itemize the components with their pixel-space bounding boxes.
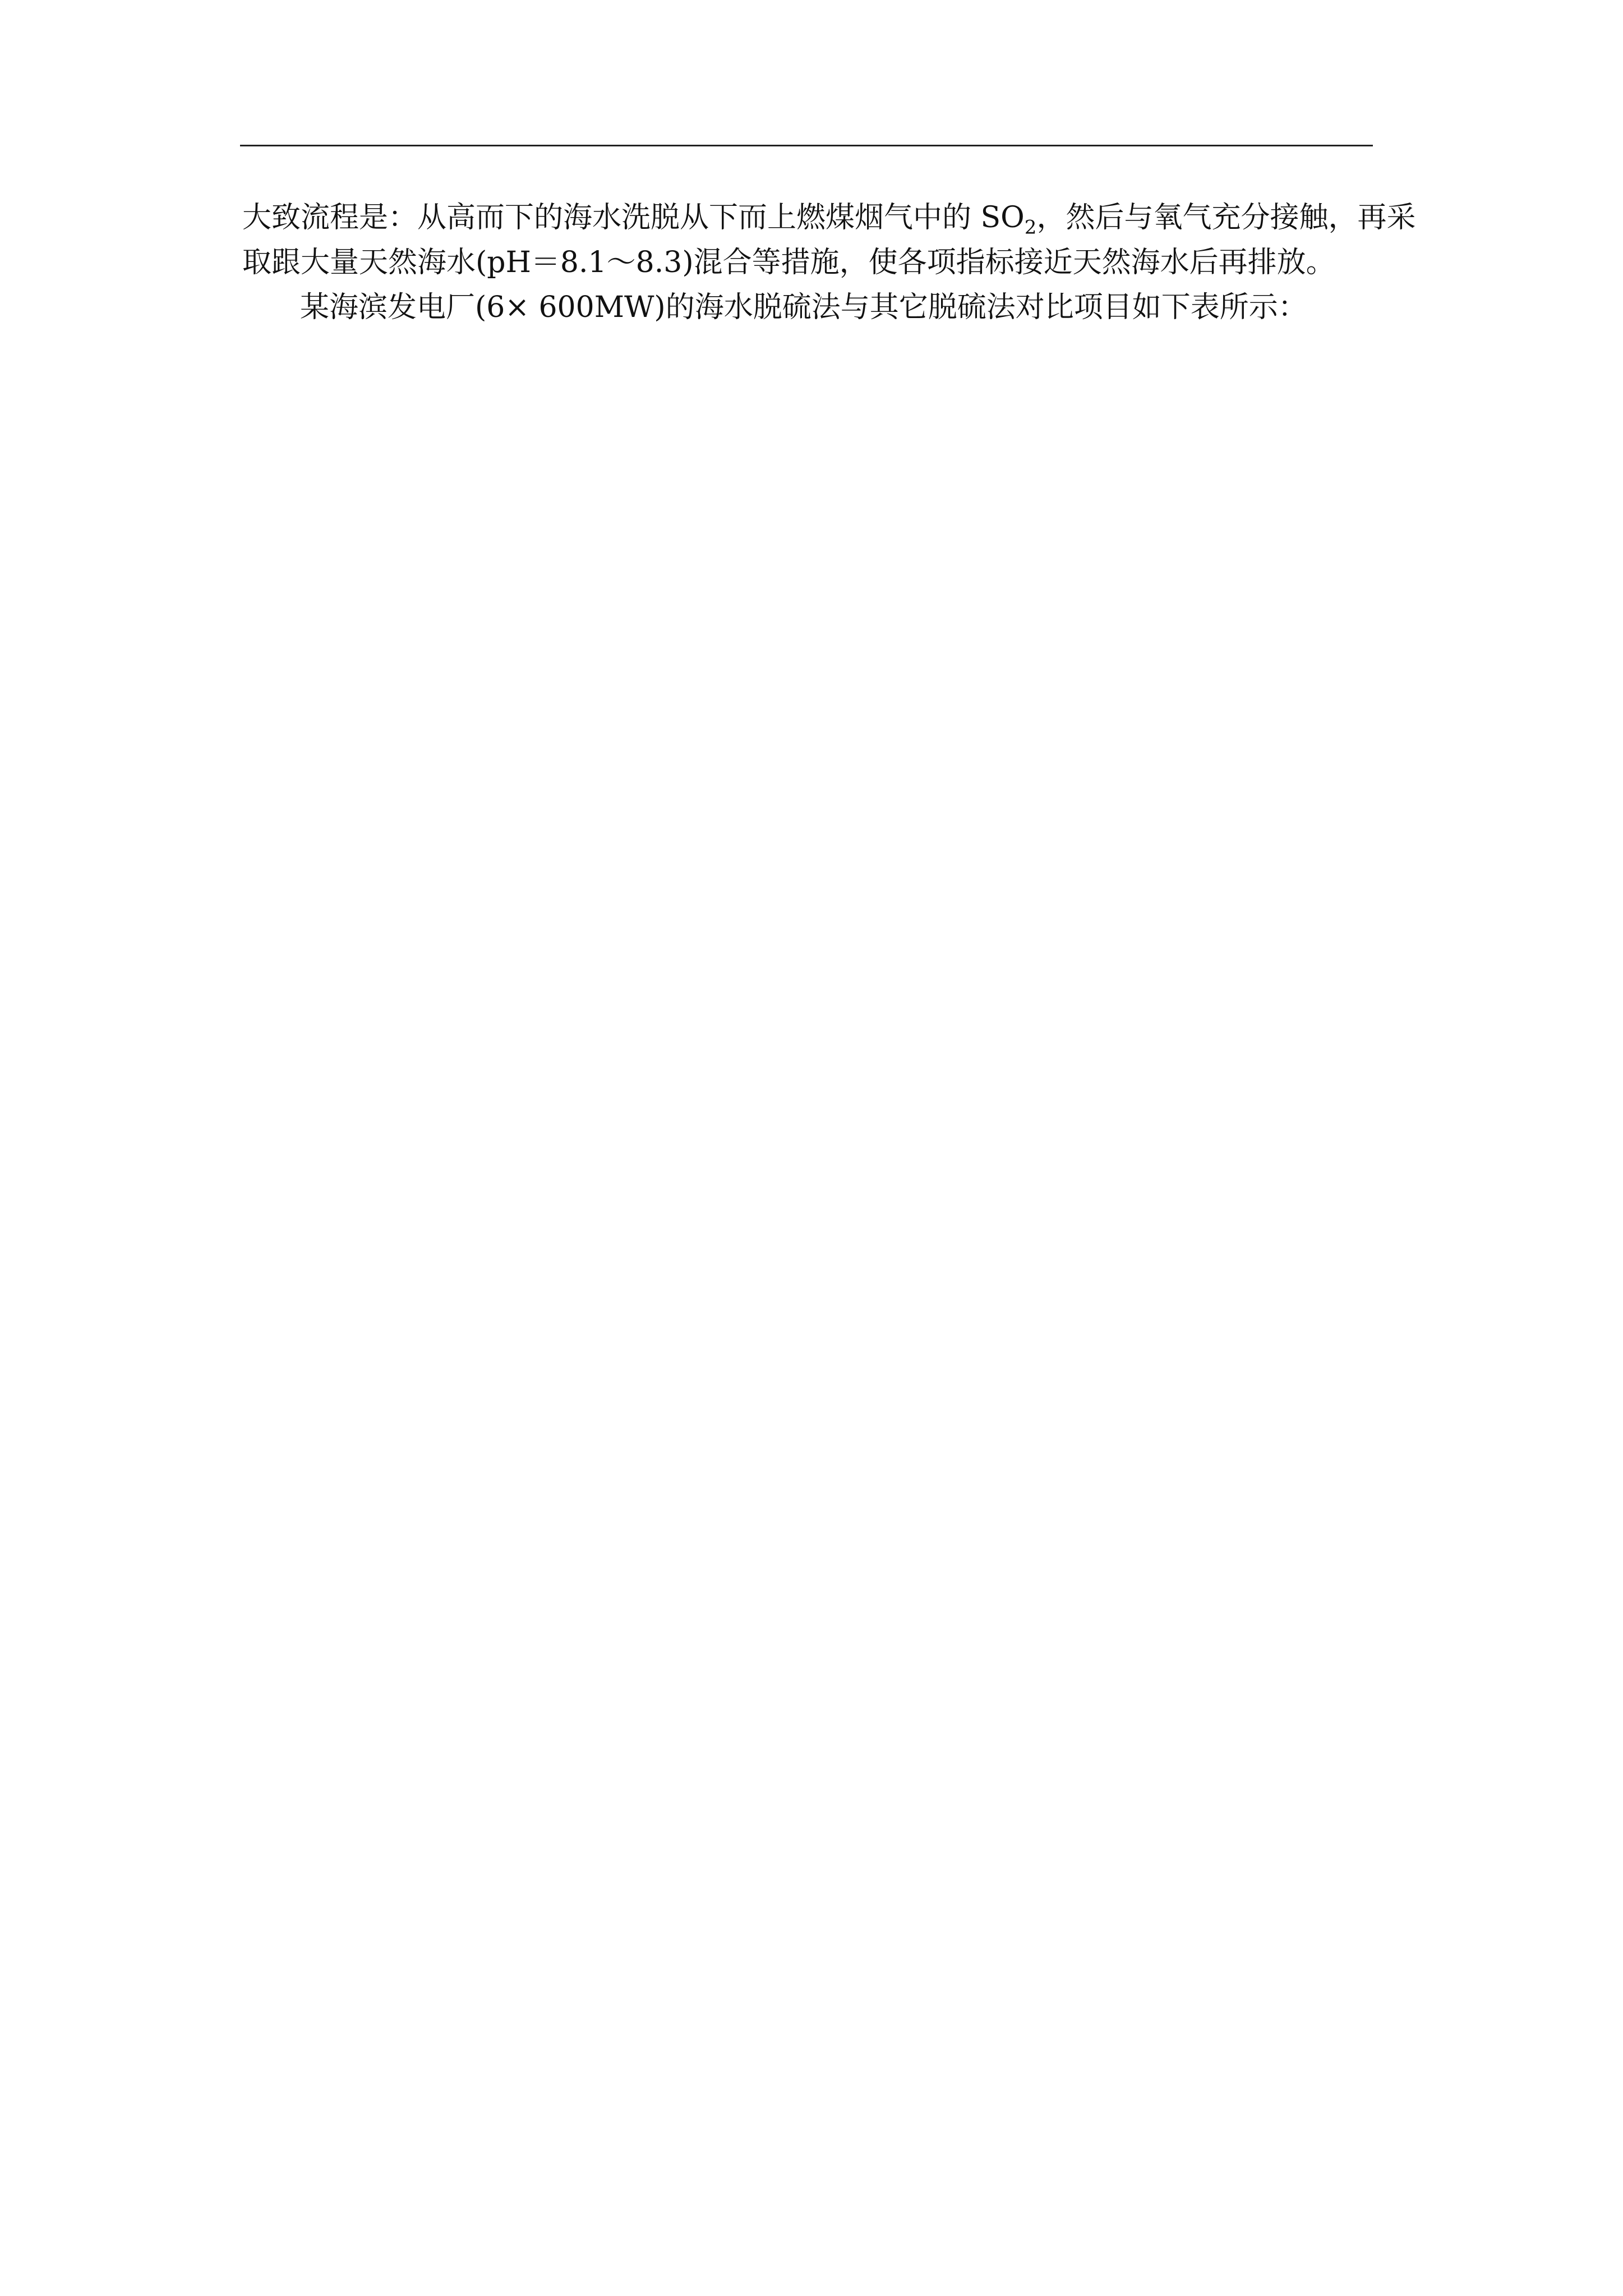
header-rule: [240, 145, 1373, 146]
intro-line-1-tail: ，然后与氧气充分接触，再采: [1036, 201, 1416, 234]
intro-line-1-text: 大致流程是：从高而下的海水洗脱从下而上燃煤烟气中的 SO: [242, 201, 1025, 234]
intro-line-2: 取跟大量天然海水(pH＝8.1～8.3)混合等措施，使各项指标接近天然海水后再排放。: [242, 246, 1335, 279]
intro-line-1: [242, 194, 1415, 238]
so2-subscript: 2: [1024, 216, 1037, 239]
intro-line-3: 某海滨发电厂(6× 600MW)的海水脱硫法与其它脱硫法对比项目如下表所示：: [300, 291, 1307, 324]
